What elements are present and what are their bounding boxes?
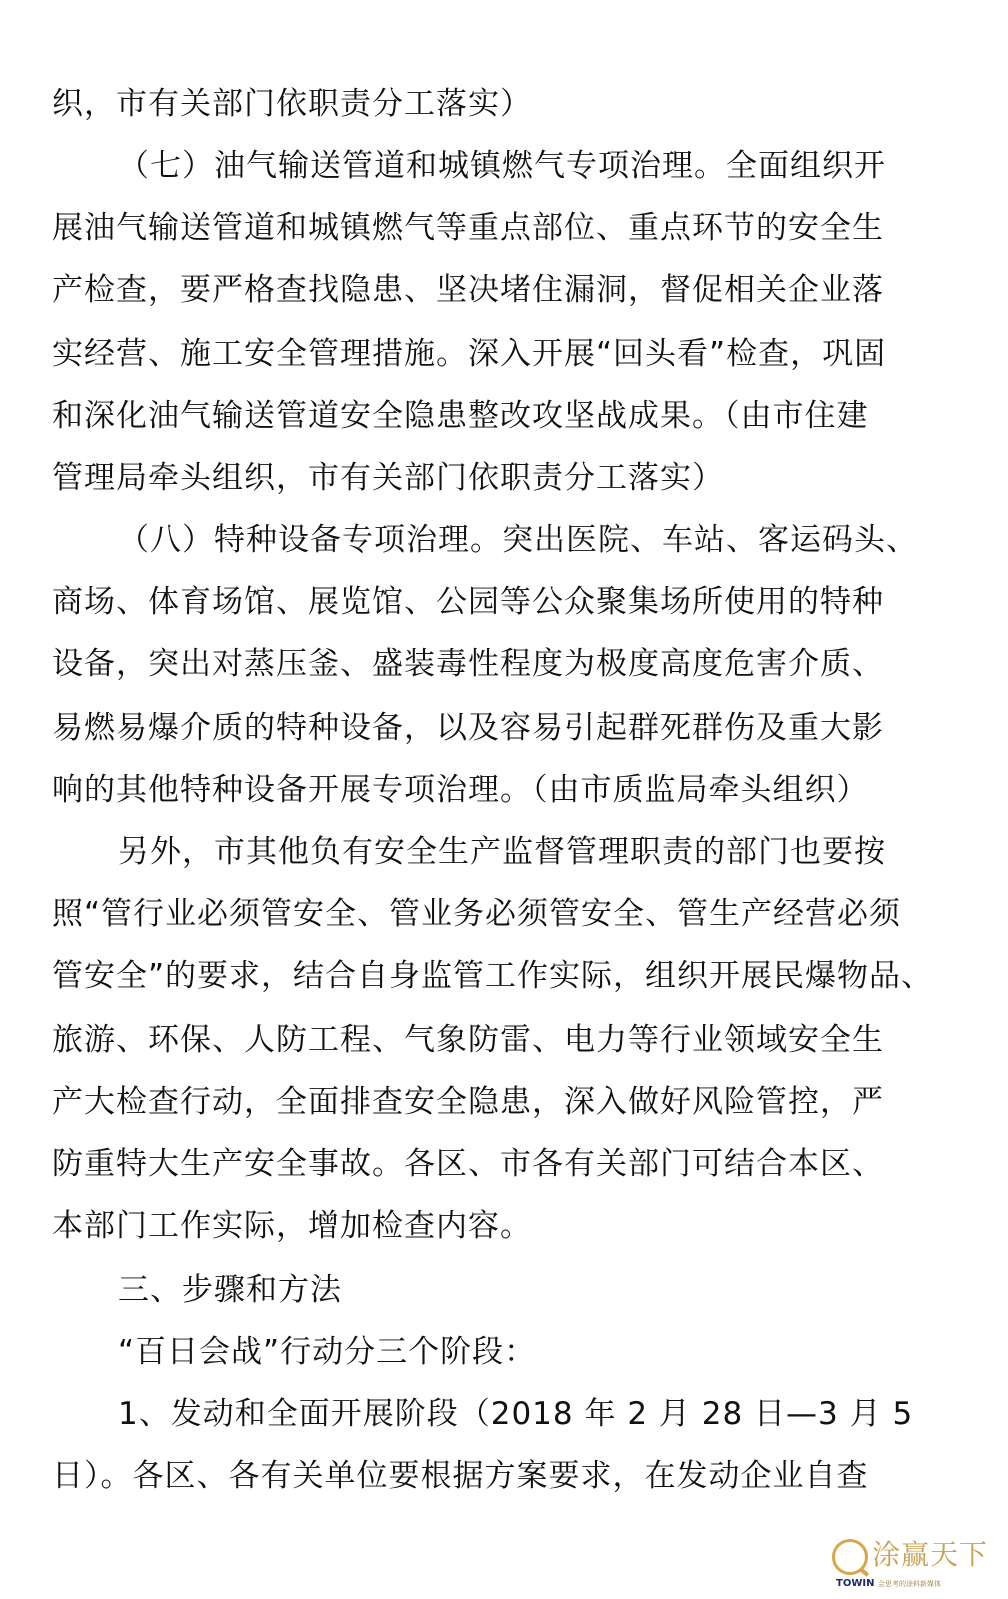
text-line: 照“管行业必须管安全、管业务必须管安全、管生产经营必须 (52, 896, 902, 932)
text-line: 日）。各区、各有关单位要根据方案要求，在发动企业自查 (52, 1458, 869, 1494)
text-line: 旅游、环保、人防工程、气象防雷、电力等行业领域安全生 (52, 1022, 884, 1058)
text-line: 实经营、施工安全管理措施。深入开展“回头看”检查，巩固 (52, 336, 887, 372)
text-line: 商场、体育场馆、展览馆、公园等公众聚集场所使用的特种 (52, 584, 884, 620)
text-line: 织，市有关部门依职责分工落实） (52, 86, 532, 122)
text-line: 另外，市其他负有安全生产监督管理职责的部门也要按 (118, 834, 886, 870)
text-line: “百日会战”行动分三个阶段： (118, 1334, 537, 1370)
watermark-slogan: 会思考的涂料新媒体 (878, 1580, 941, 1588)
text-line: （八）特种设备专项治理。突出医院、车站、客运码头、 (118, 522, 918, 558)
text-line: 管安全”的要求，结合自身监管工作实际，组织开展民爆物品、 (52, 958, 934, 994)
text-line: 和深化油气输送管道安全隐患整改攻坚战成果。（由市住建 (52, 398, 869, 434)
magnifier-icon (832, 1539, 868, 1575)
text-line: 防重特大生产安全事故。各区、市各有关部门可结合本区、 (52, 1146, 884, 1182)
text-line: 本部门工作实际，增加检查内容。 (52, 1208, 532, 1244)
watermark-title: 涂赢天下 (872, 1538, 989, 1571)
text-line: 展油气输送管道和城镇燃气等重点部位、重点环节的安全生 (52, 210, 884, 246)
watermark-brand: TOWIN (836, 1578, 875, 1589)
text-line: 设备，突出对蒸压釜、盛装毒性程度为极度高度危害介质、 (52, 646, 884, 682)
text-line: 产检查，要严格查找隐患、坚决堵住漏洞，督促相关企业落 (52, 272, 884, 308)
text-line: 管理局牵头组织，市有关部门依职责分工落实） (52, 460, 724, 496)
text-line: 产大检查行动，全面排查安全隐患，深入做好风险管控，严 (52, 1084, 884, 1120)
text-line: 响的其他特种设备开展专项治理。（由市质监局牵头组织） (52, 772, 869, 808)
text-line: （七）油气输送管道和城镇燃气专项治理。全面组织开 (118, 148, 886, 184)
section-heading: 三、步骤和方法 (118, 1272, 342, 1308)
text-line: 1、发动和全面开展阶段（2018 年 2 月 28 日—3 月 5 (118, 1396, 914, 1432)
watermark-logo (832, 1535, 992, 1593)
text-line: 易燃易爆介质的特种设备，以及容易引起群死群伤及重大影 (52, 710, 884, 746)
